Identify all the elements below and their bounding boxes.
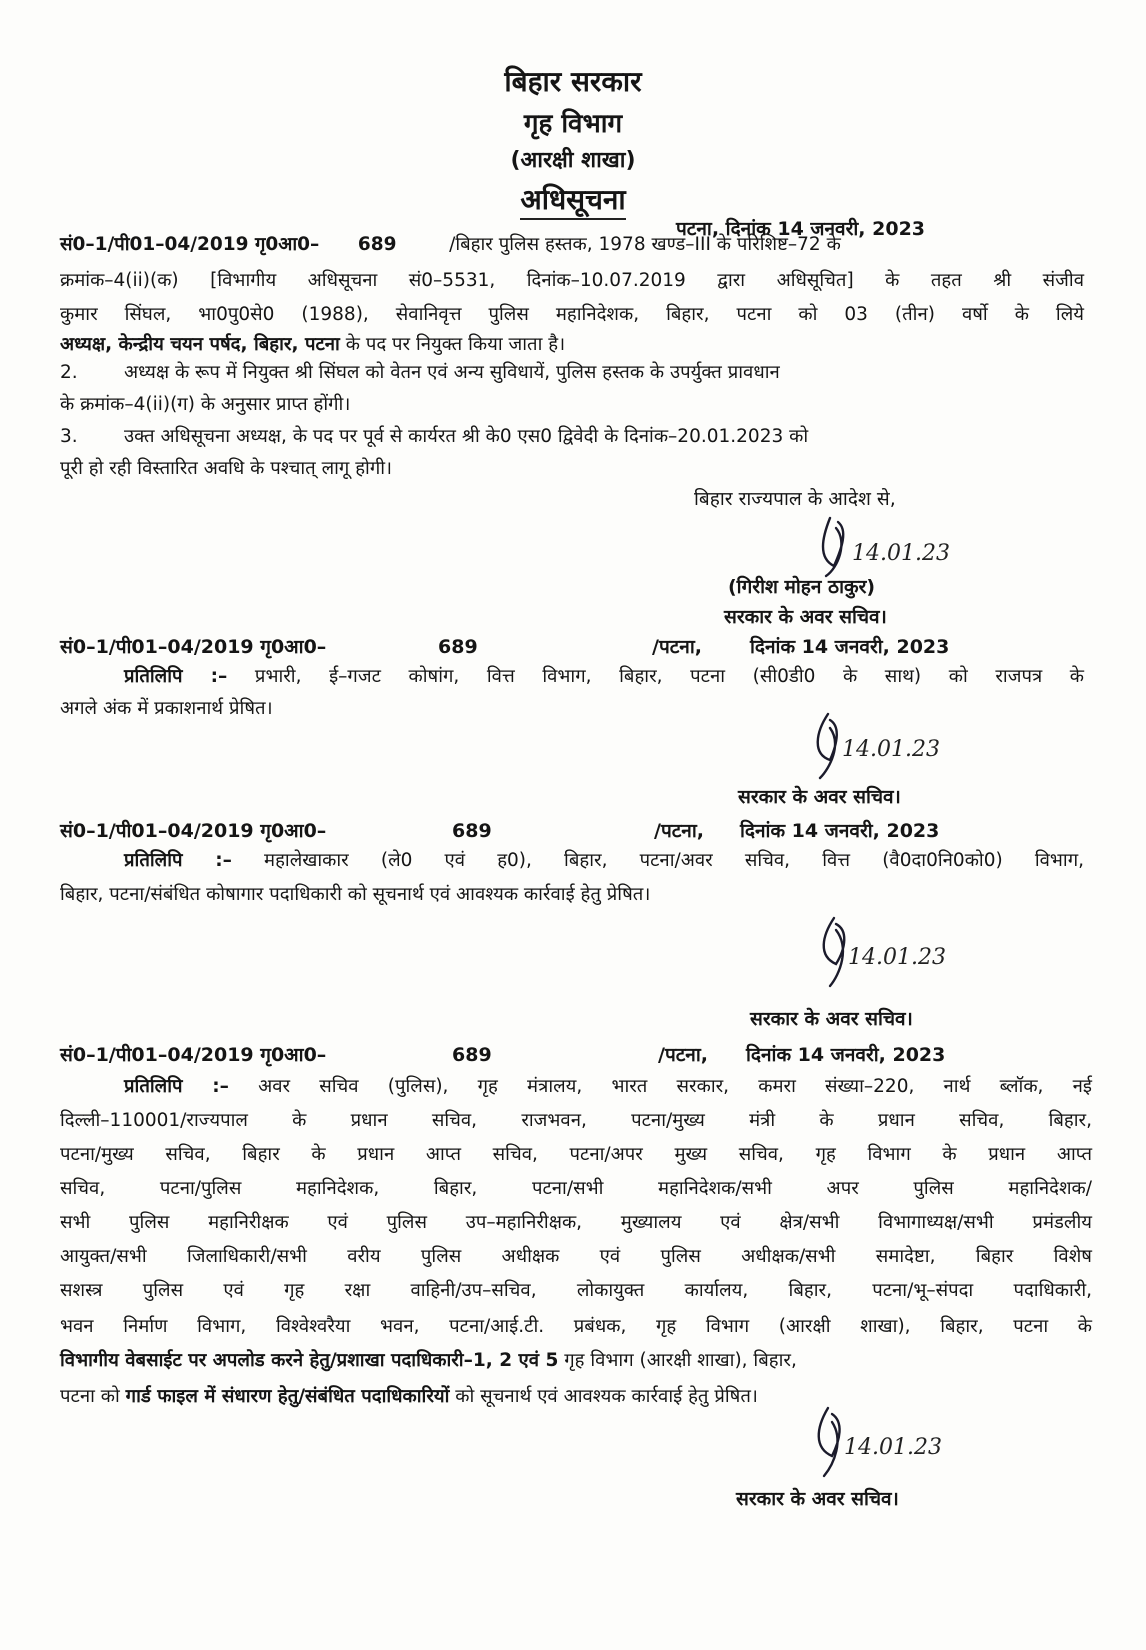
- copy-3-line-6: आयुक्त/सभी जिलाधिकारी/सभी वरीय पुलिस अधीक्षक एवं पुलिस अधीक्षक/सभी समादेष्टा, बिहार विशेष: [60, 1246, 1092, 1267]
- signature-2-mark: [800, 706, 970, 786]
- doc-type-title: [0, 180, 1146, 218]
- copy-3-line-10-a: पटना को: [60, 1386, 126, 1407]
- copy-2-place: /पटना,: [654, 820, 704, 842]
- copy-3-line-5: सभी पुलिस महानिरीक्षक एवं पुलिस उप–महानिरीक्षक, मुख्यालय एवं क्षेत्र/सभी विभागाध्यक्ष/सभी प्रमंडलीय: [60, 1212, 1092, 1233]
- copy-3-line-9: [60, 1352, 1092, 1371]
- copy-2-line-1: [60, 852, 1084, 871]
- copy-1-line-2: अगले अंक में प्रकाशनार्थ प्रेषित।: [60, 698, 273, 719]
- copy-1-label: प्रतिलिपि :–: [124, 666, 228, 687]
- copy-3-line-7: सशस्त्र पुलिस एवं गृह रक्षा वाहिनी/उप–सचिव, लोकायुक्त कार्यालय, बिहार, पटना/भू–संपदा पदाधिकारी,: [60, 1280, 1092, 1301]
- signature-4: [804, 1402, 974, 1482]
- notification-designation: सरकार के अवर सचिव।: [724, 606, 887, 628]
- signature-2: [800, 706, 970, 786]
- copy-3-line-9-bold: विभागीय वेबसाईट पर अपलोड करने हेतु/प्रशाखा पदाधिकारी–1, 2 एवं 5: [60, 1350, 559, 1371]
- copy-3-line-10-bold: गार्ड फाइल में संधारण हेतु/संबंधित पदाधिकारियों: [125, 1386, 450, 1407]
- copy-3-date: दिनांक 14 जनवरी, 2023: [746, 1044, 946, 1066]
- para-2-line-2: के क्रमांक–4(ii)(ग) के अनुसार प्राप्त होंगी।: [60, 394, 351, 415]
- copy-3-line-1: [60, 1078, 1092, 1097]
- notification-line-4: [60, 336, 1084, 355]
- para-3-number: 3.: [60, 426, 78, 447]
- copy-3-designation: सरकार के अवर सचिव।: [736, 1488, 899, 1510]
- copy-2-label: प्रतिलिपि :–: [124, 850, 232, 871]
- copy-2-text-1: महालेखाकार (ले0 एवं ह0), बिहार, पटना/अवर सचिव, वित्त (वै0दा0नि0को0) विभाग,: [264, 850, 1085, 871]
- copy-3-line-3: पटना/मुख्य सचिव, बिहार के प्रधान आप्त सचिव, पटना/अपर मुख्य सचिव, गृह विभाग के प्रधान आप्त: [60, 1144, 1092, 1165]
- department-title: गृह विभाग: [523, 109, 623, 139]
- notification-line-1-text: /बिहार पुलिस हस्तक, 1978 खण्ड–III के परिशिष्ट–72 के: [449, 234, 841, 255]
- copy-2-ref-no: सं0–1/पी01–04/2019 गृ0आ0–: [60, 820, 327, 842]
- copy-1-date: दिनांक 14 जनवरी, 2023: [750, 636, 950, 658]
- notification-ref-no: सं0–1/पी01–04/2019 गृ0आ0–: [60, 234, 320, 255]
- para-3-line-2: पूरी हो रही विस्तारित अवधि के पश्चात् लागू होगी।: [60, 458, 393, 479]
- para-2-text-1: अध्यक्ष के रूप में नियुक्त श्री सिंघल को वेतन एवं अन्य सुविधायें, पुलिस हस्तक के उपर्युक्त प्रावधान: [124, 362, 780, 383]
- notification-post-title: अध्यक्ष, केन्द्रीय चयन पर्षद, बिहार, पटना: [60, 334, 340, 355]
- copy-2-date: दिनांक 14 जनवरी, 2023: [740, 820, 940, 842]
- para-3-line-1: [60, 428, 1084, 447]
- officer-name: (गिरीश मोहन ठाकुर): [728, 576, 876, 598]
- notification-line-1: [60, 236, 1084, 255]
- signature-4-date: 14.01.23: [844, 1435, 942, 1460]
- copy-3-place: /पटना,: [658, 1044, 708, 1066]
- copy-2-line-2: बिहार, पटना/संबंधित कोषागार पदाधिकारी को सूचनार्थ एवं आवश्यक कार्रवाई हेतु प्रेषित।: [60, 884, 651, 905]
- copy-1-place: /पटना,: [652, 636, 702, 658]
- copy-3-line-4: सचिव, पटना/पुलिस महानिदेशक, बिहार, पटना/सभी महानिदेशक/सभी अपर पुलिस महानिदेशक/: [60, 1178, 1092, 1199]
- notification-place-date: पटना, दिनांक 14 जनवरी, 2023: [676, 218, 926, 240]
- copy-3-line-9-rest: गृह विभाग (आरक्षी शाखा), बिहार,: [558, 1350, 797, 1371]
- governor-order: बिहार राज्यपाल के आदेश से,: [694, 488, 896, 510]
- notification-line-2: क्रमांक–4(ii)(क) [विभागीय अधिसूचना सं0–5531, दिनांक–10.07.2019 द्वारा अधिसूचित] के तहत श्री संजीव: [60, 270, 1084, 291]
- signature-3-date: 14.01.23: [848, 945, 946, 970]
- copy-1-designation: सरकार के अवर सचिव।: [738, 786, 901, 808]
- signature-2-date: 14.01.23: [842, 737, 940, 762]
- copy-1-ref-no: सं0–1/पी01–04/2019 गृ0आ0–: [60, 636, 327, 658]
- copy-3-line-8: भवन निर्माण विभाग, विश्वेश्वरैया भवन, पटना/आई.टी. प्रबंधक, गृह विभाग (आरक्षी शाखा), बिहार, पटना के: [60, 1316, 1092, 1337]
- branch-title: (आरक्षी शाखा): [510, 148, 636, 173]
- copy-1-memo-no: 689: [438, 636, 478, 658]
- notification-line-4-rest: के पद पर नियुक्त किया जाता है।: [339, 334, 566, 355]
- copy-1-text-1: प्रभारी, ई–गजट कोषांग, वित्त विभाग, बिहार, पटना (सी0डी0 के साथ) को राजपत्र के: [254, 666, 1084, 687]
- para-2-line-1: [60, 364, 1084, 383]
- signature-1-date: 14.01.23: [852, 541, 950, 566]
- government-title: बिहार सरकार: [504, 65, 642, 98]
- signature-3: [808, 912, 978, 992]
- copy-2-memo-no: 689: [452, 820, 492, 842]
- signature-4-mark: [804, 1402, 974, 1482]
- notification-memo-no: 689: [357, 234, 397, 255]
- copy-3-line-10-rest: को सूचनार्थ एवं आवश्यक कार्रवाई हेतु प्रेषित।: [449, 1386, 758, 1407]
- copy-3-label: प्रतिलिपि :–: [124, 1076, 229, 1097]
- notification-line-3: कुमार सिंघल, भा0पु0से0 (1988), सेवानिवृत्त पुलिस महानिदेशक, बिहार, पटना को 03 (तीन) वर्षो के लिये: [60, 304, 1084, 325]
- doc-type-text: अधिसूचना: [520, 183, 625, 220]
- signature-3-mark: [808, 912, 978, 992]
- copy-2-designation: सरकार के अवर सचिव।: [750, 1008, 913, 1030]
- copy-3-text-1: अवर सचिव (पुलिस), गृह मंत्रालय, भारत सरकार, कमरा संख्या–220, नार्थ ब्लॉक, नई: [258, 1076, 1092, 1097]
- para-3-text-1: उक्त अधिसूचना अध्यक्ष, के पद पर पूर्व से कार्यरत श्री के0 एस0 द्विवेदी के दिनांक–20.01.2023 को: [124, 426, 809, 447]
- copy-3-memo-no: 689: [452, 1044, 492, 1066]
- copy-3-line-2: दिल्ली–110001/राज्यपाल के प्रधान सचिव, राजभवन, पटना/मुख्य मंत्री के प्रधान सचिव, बिहार,: [60, 1110, 1092, 1131]
- copy-1-line-1: [60, 668, 1084, 687]
- para-2-number: 2.: [60, 362, 78, 383]
- copy-3-ref-no: सं0–1/पी01–04/2019 गृ0आ0–: [60, 1044, 327, 1066]
